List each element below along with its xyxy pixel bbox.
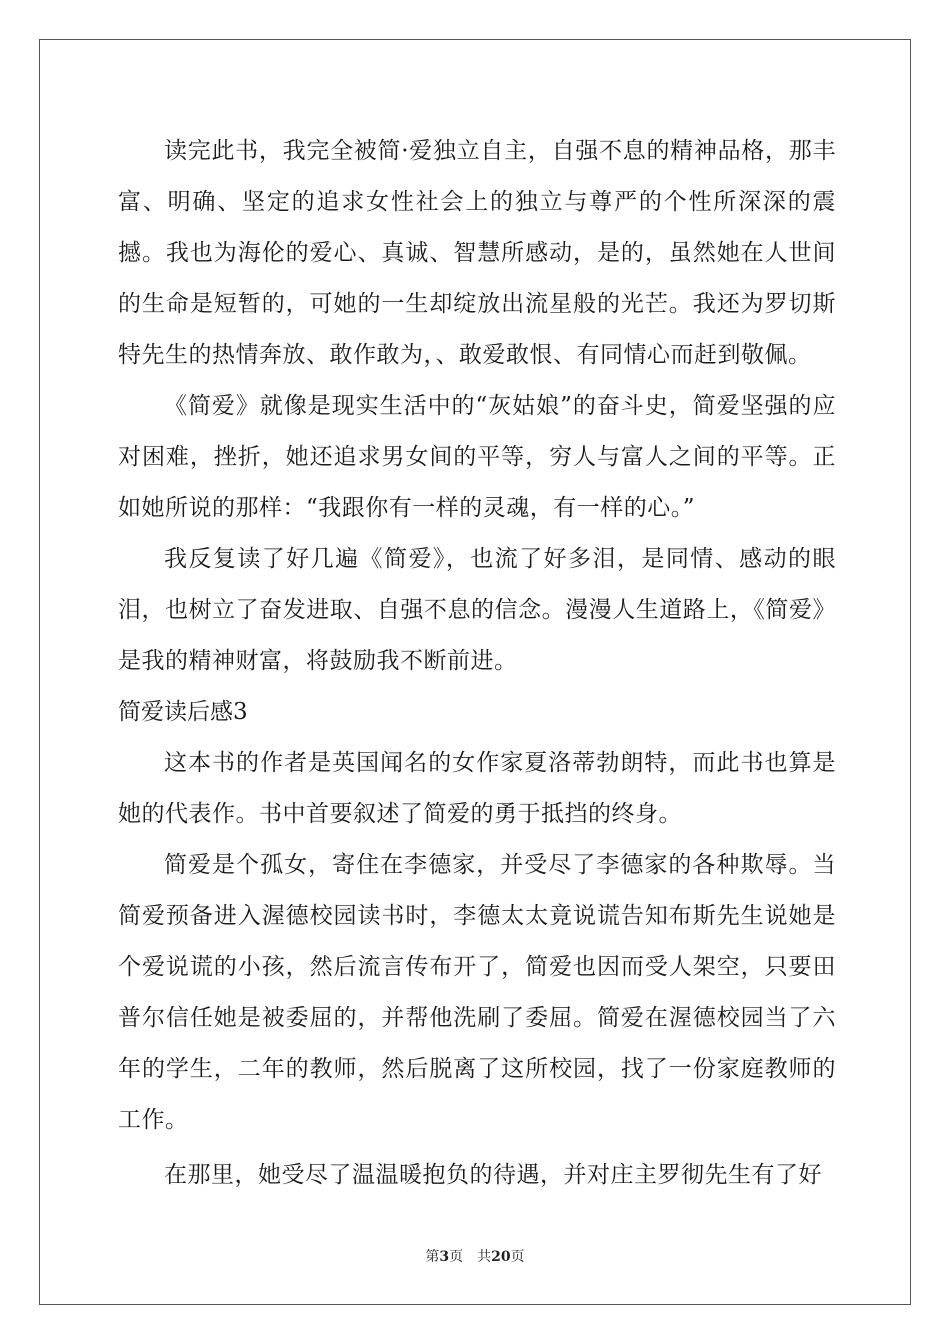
page-prefix: 第 [425, 1249, 440, 1265]
page-current: 3 [439, 1249, 450, 1265]
paragraph-1: 读完此书，我完全被简·爱独立自主，自强不息的精神品格，那丰富、明确、坚定的追求女性社会上的独立与尊严的个性所深深的震撼。我也为海伦的爱心、真诚、智慧所感动，是的，虽然她在人世间的生命是短暂的，可她的一生却绽放出流星般的光芒。我还为罗切斯特先生的热情奔放、敢作敢为，、敢爱敢恨、有同情心而赶到敬佩。 [118, 138, 836, 368]
document-body [118, 126, 836, 1201]
paragraph-2: 《简爱》就像是现实生活中的“灰姑娘”的奋斗史，简爱坚强的应对困难，挫折，她还追求男女间的平等，穷人与富人之间的平等。正如她所说的那样：“我跟你有一样的灵魂，有一样的心。” [118, 393, 836, 521]
page-footer [0, 1248, 950, 1266]
paragraph-4: 这本书的作者是英国闻名的女作家夏洛蒂勃朗特，而此书也算是她的代表作。书中首要叙述了简爱的勇于抵挡的终身。 [118, 750, 836, 827]
paragraph-5: 简爱是个孤女，寄住在李德家，并受尽了李德家的各种欺辱。当简爱预备进入渥德校园读书时，李德太太竟说谎告知布斯先生说她是个爱说谎的小孩，然后流言传布开了，简爱也因而受人架空，只要田普尔信任她是被委屈的，并帮他洗刷了委屈。简爱在渥德校园当了六年的学生，二年的教师，然后脱离了这所校园，找了一份家庭教师的工作。 [118, 852, 836, 1133]
page-total: 20 [491, 1249, 511, 1265]
total-prefix: 共 [477, 1249, 492, 1265]
total-unit: 页 [510, 1249, 525, 1265]
page-unit: 页 [449, 1249, 464, 1265]
section-heading: 简爱读后感3 [118, 699, 248, 725]
paragraph-6: 在那里，她受尽了温温暖抱负的待遇，并对庄主罗彻先生有了好 [164, 1162, 822, 1188]
paragraph-3: 我反复读了好几遍《简爱》，也流了好多泪，是同情、感动的眼泪，也树立了奋发进取、自强不息的信念。漫漫人生道路上，《简爱》是我的精神财富，将鼓励我不断前进。 [118, 546, 836, 674]
